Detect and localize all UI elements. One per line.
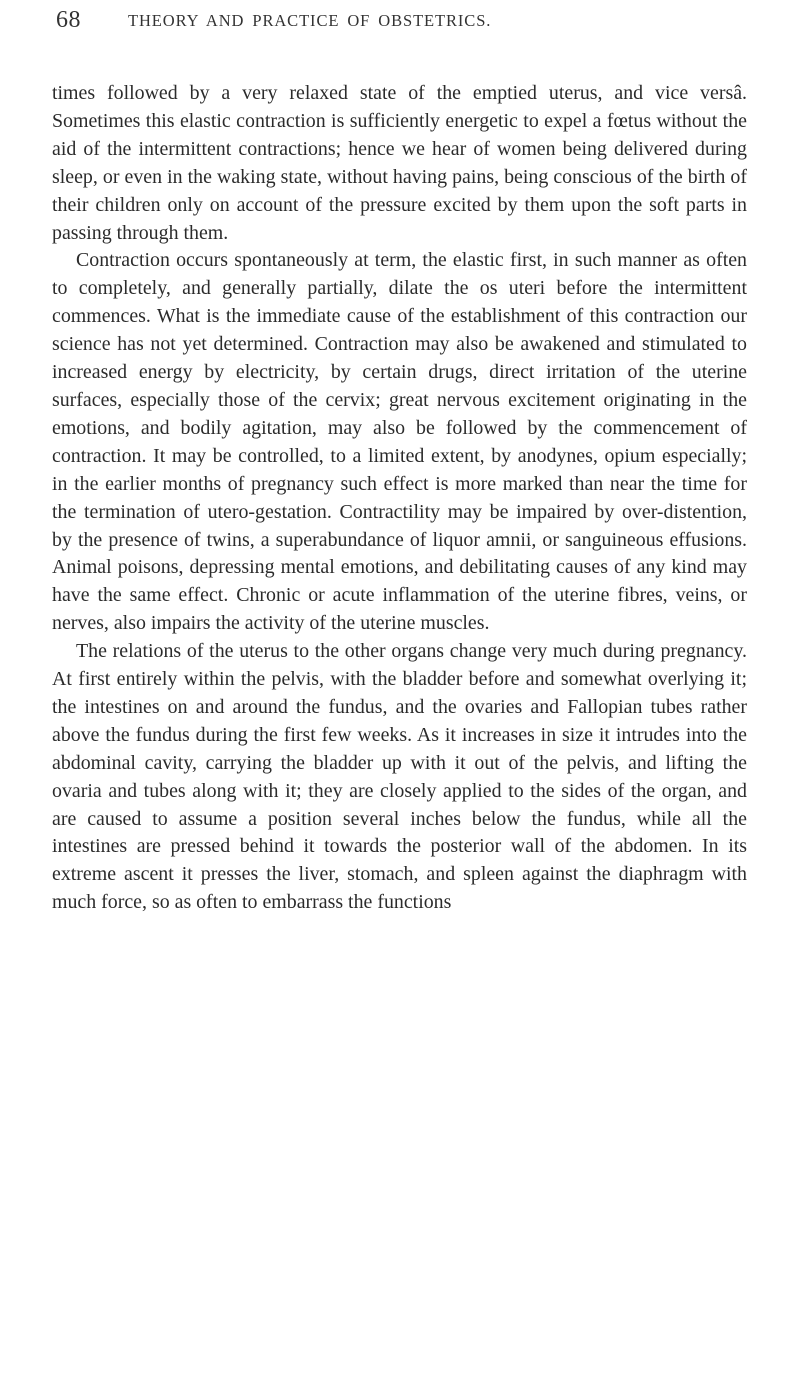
running-head [56,6,756,34]
paragraph-continuation: times followed by a very relaxed state of the emptied uterus, and vice versâ. Sometimes this elastic contraction is sufficiently energetic to expel a fœtus without the aid of the intermittent contractions; hence we hear of women being delivered during sleep, or even in the waking state, without having pains, being conscious of the birth of their children only on account of the pressure excited by them upon the soft parts in passing through them. [52,82,747,244]
paragraph-relations: The relations of the uterus to the other organs change very much during pregnancy. At first entirely within the pelvis, with the bladder before and somewhat overlying it; the intestines on and around the fundus, and the ovaries and Fallopian tubes rather above the fundus during the first few weeks. As it increases in size it intrudes into the abdominal cavity, carrying the bladder up with it out of the pelvis, and lifting the ovaria and tubes along with it; they are closely applied to the sides of the organ, and are caused to assume a position several inches below the fundus, while all the intestines are pressed behind it towards the posterior wall of the abdomen. In its extreme ascent it presses the liver, stomach, and spleen against the diaphragm with much force, so as often to embarrass the functions [52,640,747,914]
body-text [52,80,747,917]
page-number: 68 [56,7,81,33]
running-title: THEORY AND PRACTICE OF OBSTETRICS. [128,11,492,30]
paragraph-contraction: Contraction occurs spontaneously at term, the elastic first, in such manner as often to completely, and generally partially, dilate the os uteri before the intermittent commences. What is the immediate cause of the establishment of this contraction our science has not yet determined. Contraction may also be awakened and stimulated to increased energy by electricity, by certain drugs, direct irritation of the uterine surfaces, especially those of the cervix; great nervous excitement originating in the emotions, and bodily agitation, may also be followed by the commencement of contraction. It may be controlled, to a limited extent, by anodynes, opium especially; in the earlier months of pregnancy such effect is more marked than near the time for the termination of utero-gestation. Contractility may be impaired by over-distention, by the presence of twins, a superabundance of liquor amnii, or sanguineous effusions. Animal poisons, depressing mental emotions, and debilitating causes of any kind may have the same effect. Chronic or acute inflammation of the uterine fibres, veins, or nerves, also impairs the activity of the uterine muscles. [52,249,747,635]
